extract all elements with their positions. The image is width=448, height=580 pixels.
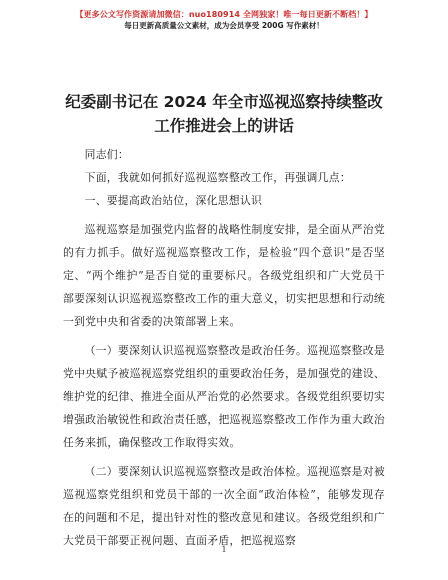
document-title: 纪委副书记在 2024 年全市巡视巡察持续整改工作推进会上的讲话 — [65, 93, 383, 135]
intro-paragraph: 下面，我就如何抓好巡视巡察整改工作，再强调几点： — [84, 171, 351, 184]
page-number: 1 — [221, 545, 227, 554]
promo-banner-line-1: 【更多公文写作资源请加微信：nuo180914 全网独家！唯一每日更新不断档！】 — [75, 10, 373, 19]
promo-banner-line-2: 每日更新高质量公文素材，成为会员享受 200G 写作素材！ — [124, 20, 324, 30]
salutation: 同志们： — [84, 148, 129, 161]
promo-banner — [0, 10, 448, 31]
document-body — [63, 143, 385, 552]
body-paragraph: （一）要深刻认识巡视巡察整改是政治任务。巡视巡察整改是党中央赋予被巡视巡察党组织的重要政治任务，是加强党的建设、维护党的纪律、推进全面从严治党的必然要求。各级党组织要切实增强政治敏锐性和政治责任感，把巡视巡察整改工作作为重大政治任务来抓，确保整改工作取得实效。 — [63, 344, 385, 449]
body-paragraph: 巡视巡察是加强党内监督的战略性制度安排，是全面从严治党的有力抓手。做好巡视巡察整改工作，是检验“四个意识”是否坚定、“两个维护”是否自觉的重要标尺。各级党组织和广大党员干部要深刻认识巡视巡察整改工作的重大意义，切实把思想和行动统一到党中央和省委的决策部署上来。 — [63, 223, 385, 328]
section-heading: 一、要提高政治站位，深化思想认识 — [84, 194, 263, 207]
body-paragraph: （二）要深刻认识巡视巡察整改是政治体检。巡视巡察是对被巡视巡察党组织和党员干部的一次全面“政治体检”，能够发现存在的问题和不足，提出针对性的整改意见和建议。各级党组织和广大党员干部要正视问题、直面矛盾，把巡视巡察 — [63, 465, 385, 547]
